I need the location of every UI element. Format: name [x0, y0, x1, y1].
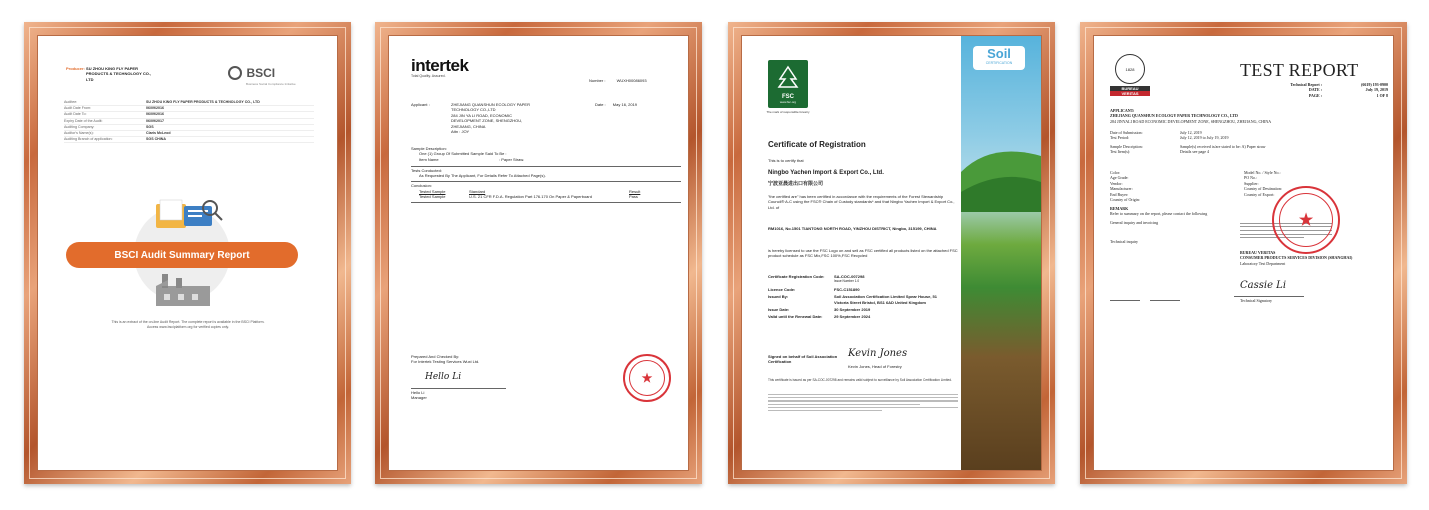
certification-body: "the certified are" has been certified in accordance with the requirements of the Forest Stewardship Council® A-C using the FSC® Chain of Custody standards* and that Ningbo Yachen Import & Export Co., Ltd. of: [768, 194, 955, 210]
producer-label: Producer:: [66, 66, 85, 71]
col-tested-sample: Tested Sample: [419, 189, 446, 194]
manager-signature: Hello Li: [425, 372, 462, 382]
date-value: May 16, 2019: [612, 102, 638, 107]
remark-text: Refer to summary on the report, please contact the following: [1110, 211, 1208, 217]
report-title-banner: BSCI Audit Summary Report: [66, 242, 298, 268]
field-label: Country of Origin:: [1110, 197, 1140, 203]
field-label: Age Grade:: [1110, 175, 1129, 181]
certificate-frame-fsc: [728, 22, 1055, 484]
field-label: Color:: [1110, 170, 1121, 175]
report-meta: [1264, 82, 1388, 98]
applicant-address: [451, 102, 571, 134]
soil-association-logo: [973, 46, 1025, 70]
bv-bottom-text: VERITAS: [1110, 91, 1150, 96]
field-label: Vendor:: [1110, 180, 1123, 186]
certificate-note: This certificate is issued as per SA-COC-007298 and remains valid subject to surveillance by Soil Association Certification Limited.: [768, 378, 952, 382]
field-label: Country of Export:: [1244, 191, 1275, 197]
certificate-field-key: Valid until the Renewal Date:: [768, 314, 823, 320]
intertek-wordmark: intertek: [411, 56, 469, 75]
bv-emblem-icon: [1115, 54, 1145, 84]
audit-detail-value: SU ZHOU KING FLY PAPER PRODUCTS & TECHNOLOGY CO., LTD: [146, 100, 260, 104]
signer-block: [411, 390, 427, 401]
licence-statement: is hereby licensed to use the FSC Logo on and sell as FSC certified all products listed on the attached FSC product schedule as FSC Mix,FSC 100%,FSC Recycled: [768, 248, 958, 259]
applicant-line: DEVELOPMENT ZONE, SHENGZHOU,: [451, 118, 523, 124]
certificate-field-key: Certificate Registration Code:: [768, 274, 825, 279]
certificate-field-row: [768, 287, 958, 292]
report-title: TEST REPORT: [1240, 60, 1359, 80]
submission-block: [1110, 130, 1390, 155]
intertek-logo: [411, 56, 468, 78]
audit-detail-key: Audit Date From:: [64, 106, 92, 111]
submission-value: July 12, 2019: [1180, 130, 1202, 135]
audit-detail-key: Auditor's Name(s):: [64, 131, 94, 136]
bv-company-1: BUREAU VERITAS: [1240, 250, 1276, 255]
folder-documents-icon: [138, 196, 228, 238]
row-tested-sample: Tested Sample: [419, 194, 446, 200]
item-name-value: : Paper Straw.: [499, 156, 525, 162]
item-name-label: Item Name: [419, 156, 439, 162]
applicant-name: ZHEJIANG QUANSHUN ECOLOGY PAPER TECHNOLOGY CO., LTD: [1110, 113, 1238, 119]
conclusion-label: Conclusion:: [411, 183, 432, 188]
bsci-logo: [228, 64, 298, 88]
applicant-line: 284 JIN YA LI ROAD, ECONOMIC: [451, 112, 512, 118]
certificate-field-value: 29 September 2024: [834, 314, 871, 320]
period-value: July 12, 2019 to July 19, 2019: [1180, 135, 1229, 141]
bsci-brand-sub: Business Social Compliance Initiative: [246, 82, 296, 86]
col-standard: Standard: [469, 189, 486, 194]
tests-label: Tests Conducted:: [411, 168, 442, 173]
audit-detail-value: 06/09/2016: [146, 112, 164, 117]
intertek-report-sheet: [388, 35, 689, 471]
certificate-field-value-wrap: [834, 287, 944, 292]
conclusion-table: [419, 189, 669, 200]
applicant-line: TECHNOLOGY CO.,LTD: [451, 107, 496, 113]
row-result: Pass: [629, 194, 638, 200]
tests-line: As Requested By The Applicant, For Details Refer To Attached Page(s).: [419, 173, 546, 179]
certificate-field-key: Licence Code:: [768, 286, 796, 292]
general-inquiry-label: General inquiry and invoicing: [1110, 219, 1159, 225]
certificate-field-value: SA-COC-007298: [834, 274, 865, 279]
audit-detail-key: Auditing Branch of application:: [64, 137, 113, 142]
divider: [411, 202, 681, 203]
fsc-logo: [768, 60, 808, 108]
signature-line: [411, 388, 506, 389]
report-footer: [78, 320, 298, 330]
field-label: Model No. / Style No.:: [1244, 170, 1281, 175]
signature-line: [1110, 300, 1140, 301]
field-label: Manufacturer:: [1110, 186, 1133, 192]
bv-company-block: [1240, 250, 1390, 266]
landscape-gradient: [961, 36, 1041, 470]
certificate-title: Certificate of Registration: [768, 140, 866, 149]
applicant-label: APPLICANT:: [1110, 108, 1135, 113]
audit-details-table: [64, 100, 314, 143]
divider: [411, 166, 681, 167]
applicant-line: ZHEJIANG, CHINA: [451, 123, 486, 129]
applicant-line: Attn : JOY: [451, 129, 470, 135]
sample-desc-label: Sample Description:: [411, 146, 447, 151]
fsc-logo-text: FSC: [782, 94, 794, 100]
field-label: End Buyer:: [1110, 191, 1129, 197]
footer-line-1: This is an extract of the on-line Audit Report. The complete report is available in the BSCI Platform.: [111, 320, 265, 324]
producer-block: [66, 66, 186, 82]
prepared-line-1: Prepared And Checked By:: [411, 354, 460, 359]
audit-detail-row: [64, 137, 314, 143]
bv-company-2: CONSUMER PRODUCTS SERVICES DIVISION (SHANGHAI): [1240, 255, 1353, 261]
audit-detail-value: Claris McLeod: [146, 131, 171, 136]
certificate-field-value: Soil Association Certification Limited Spear House, 51 Victoria Street Bristol, BS1 6AD United Kingdom: [834, 294, 937, 305]
date-label: Date :: [595, 102, 606, 107]
technical-signature: Cassie Li: [1240, 280, 1287, 291]
certificate-fields: [768, 274, 958, 322]
report-meta-value: 1 OF 8: [1376, 92, 1388, 98]
audit-detail-value: SGS CHINA: [146, 137, 166, 142]
signed-on-behalf: Signed on behalf of Soil Association Certification: [768, 354, 838, 365]
col-result: Result: [629, 189, 641, 194]
items-label: Test Item(s):: [1110, 149, 1131, 155]
report-meta-key: PAGE :: [1308, 92, 1322, 98]
audit-detail-key: Audit Date To:: [64, 112, 87, 117]
divider: [411, 181, 681, 182]
hill-shape: [961, 132, 1041, 212]
factory-icon: [150, 272, 216, 308]
sample-value: Sample(s) received is/are stated to be: A) Paper straw: [1180, 143, 1266, 149]
technical-inquiry-label: Technical inquiry: [1110, 239, 1139, 245]
conclusion-data-row: [419, 194, 669, 199]
item-name-row: [411, 157, 681, 162]
report-date: [595, 102, 685, 107]
producer-name-1: SU ZHOU KING FLY PAPER: [86, 66, 138, 71]
company-name-cn: 宁波亚晨进出口有限公司: [768, 181, 824, 187]
remark-label: REMARK: [1110, 206, 1129, 211]
fsc-caption: The mark of responsible forestry: [766, 110, 810, 114]
certificate-field-value: FSC-C151890: [834, 286, 860, 292]
company-name: Ningbo Yachen Import & Export Co., Ltd.: [768, 170, 884, 176]
signature-line: [1150, 300, 1180, 301]
report-meta-key: Technical Report :: [1290, 82, 1322, 87]
audit-detail-key: Auditee:: [64, 100, 78, 104]
items-value: Details see page 4: [1180, 149, 1209, 155]
producer-name-3: LTD: [86, 76, 94, 82]
report-meta-value: July 19, 2019: [1365, 87, 1388, 93]
certificate-field-row: [768, 294, 958, 305]
red-seal-stamp: [623, 354, 671, 402]
audit-detail-value: 06/09/2017: [146, 118, 164, 123]
signature-line: [1234, 296, 1304, 297]
audit-detail-value: SGS: [146, 124, 154, 129]
star-icon: ★: [629, 360, 665, 396]
certificate-field-value-wrap: [834, 274, 944, 285]
number-label: Number :: [589, 78, 606, 83]
signer-name-title: Kevin Jones, Head of Forestry: [848, 364, 902, 369]
star-icon: ★: [1279, 193, 1333, 247]
report-meta-value: (6619) 193-0900: [1361, 82, 1388, 87]
bv-year: 1828: [1125, 66, 1135, 72]
fsc-certificate-sheet: [741, 35, 1042, 471]
audit-detail-key: Auditing Company:: [64, 124, 95, 129]
report-number: [589, 78, 689, 83]
prepared-line-2: For Intertek Testing Services Wuxi Ltd.: [411, 359, 480, 365]
certify-line: This is to certify that: [768, 158, 804, 163]
sample-desc-line: One (1) Group Of Submitted Sample Said To Be :: [419, 151, 507, 157]
left-fields: [1110, 170, 1230, 202]
intertek-tagline: Total Quality. Assured.: [411, 74, 446, 78]
period-label: Test Period:: [1110, 135, 1130, 141]
footer-line-2: Access www.bsciplatform.org for verified copies only.: [146, 325, 230, 329]
tree-check-icon: [776, 65, 800, 89]
soil-logo-sub: CERTIFICATION: [985, 61, 1013, 65]
bureau-veritas-logo: [1110, 54, 1150, 106]
certificate-field-value-wrap: [834, 314, 944, 319]
report-meta-row: [1264, 93, 1388, 98]
field-label: Country of Destination:: [1244, 186, 1282, 192]
certificate-frame-bsci: [24, 22, 351, 484]
certificate-field-sub: Issue Number 1.0: [834, 279, 860, 284]
fine-print-block: [768, 392, 958, 413]
applicant-block: [1110, 108, 1390, 124]
audit-detail-key: Expiry Date of the Audit:: [64, 118, 103, 123]
prepared-by: [411, 354, 571, 365]
certificate-frame-intertek: [375, 22, 702, 484]
field-label: Supplier:: [1244, 180, 1259, 186]
bsci-brand: BSCI: [246, 65, 276, 80]
bv-test-report-sheet: [1093, 35, 1394, 471]
certificate-field-row: [768, 307, 958, 312]
red-seal-stamp: [1272, 186, 1340, 254]
certificate-frame-bureau-veritas: [1080, 22, 1407, 484]
soil-logo-text: Soil: [987, 46, 1011, 61]
certificate-field-value: 30 September 2019: [834, 307, 871, 313]
certificate-field-value-wrap: [834, 307, 944, 312]
company-address: RM1016, No.1501 TIANTONG NORTH ROAD, YINZHOU DISTRICT, Ningbo, 315199, CHINA: [768, 226, 937, 231]
certificate-field-key: Issue Date:: [768, 307, 790, 313]
bv-top-text: BUREAU: [1110, 86, 1150, 91]
bv-company-3: Laboratory Test Department: [1240, 260, 1286, 266]
signature-caption: Technical Signatory: [1240, 298, 1273, 303]
audit-detail-value: 06/09/2016: [146, 106, 164, 111]
certificate-field-key: Issued By:: [768, 294, 789, 300]
number-value: WUXH00086093: [616, 78, 647, 83]
submission-label: Date of Submission:: [1110, 130, 1143, 135]
bsci-emblem-icon: [228, 66, 242, 80]
applicant-line: ZHEJIANG QUANSHUN ECOLOGY PAPER: [451, 102, 530, 107]
producer-name-2: PRODUCTS & TECHNOLOGY CO.,: [86, 71, 152, 77]
soil-landscape-strip: [961, 36, 1041, 470]
fsc-logo-sub: www.fsc.org: [779, 100, 797, 104]
bsci-report-sheet: [37, 35, 338, 471]
signer-title: Manager: [411, 395, 427, 401]
report-meta-key: DATE :: [1308, 87, 1322, 93]
certificate-field-row: [768, 314, 958, 319]
field-label: PO No.:: [1244, 175, 1258, 181]
certificate-field-row: [768, 274, 958, 285]
soil-signature: Kevin Jones: [848, 348, 908, 359]
sample-description: [411, 146, 681, 162]
applicant-label: Applicant :: [411, 102, 430, 107]
signer-name: Hello Li: [411, 390, 425, 395]
sample-label: Sample Description:: [1110, 143, 1143, 149]
row-standard: U.S. 21 CFR F.D.A. Regulation Part 176.170 On Paper & Paperboard: [469, 194, 592, 200]
certificate-field-value-wrap: [834, 294, 944, 305]
tests-conducted: [411, 168, 681, 179]
applicant-address: 284 JINYALI ROAD ECONOMIC DEVELOPMENT ZONE, SHENGZHOU, ZHEJIANG, CHINA: [1110, 118, 1272, 124]
